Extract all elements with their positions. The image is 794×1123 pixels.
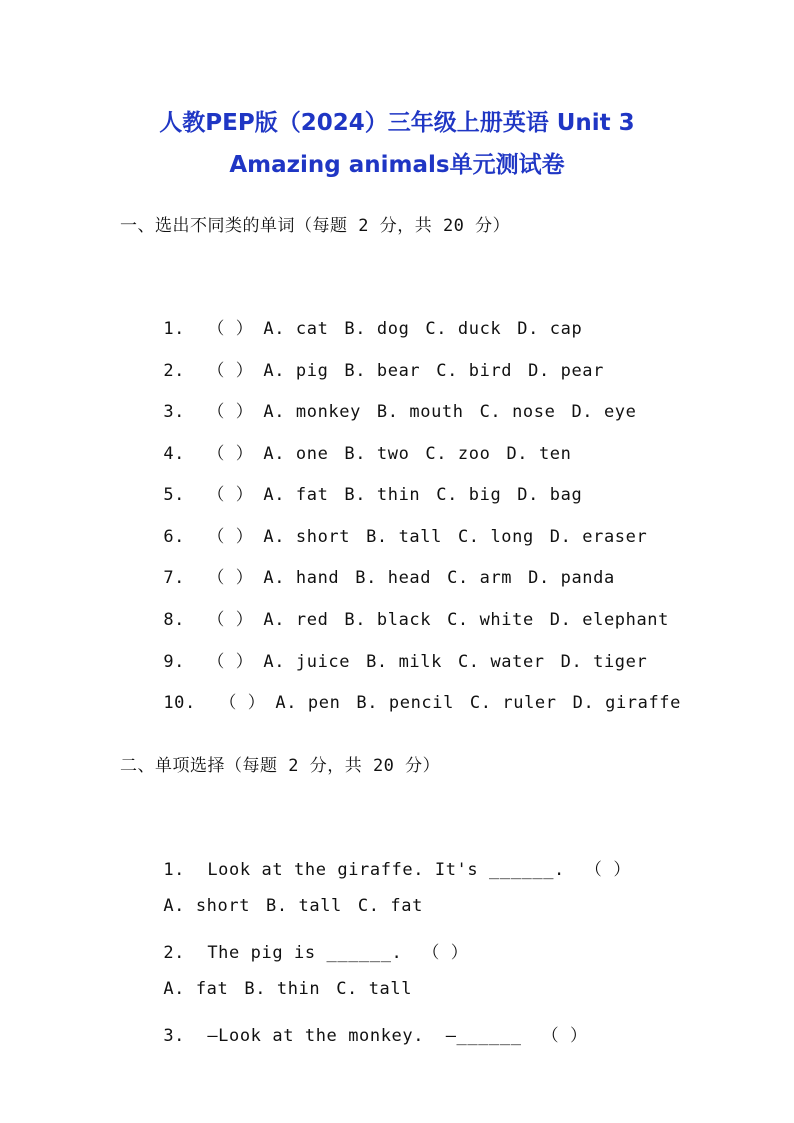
section2-heading: 二、单项选择（每题 2 分，共 20 分）	[120, 756, 441, 776]
s1-question-10	[120, 668, 681, 733]
question-number: 6.	[163, 527, 186, 547]
answer-bracket: （ ）	[584, 860, 631, 880]
option-b: B. milk	[366, 652, 442, 672]
option-a: A. red	[263, 610, 329, 630]
option-b: B. thin	[344, 485, 421, 505]
option-d: D. eraser	[549, 527, 648, 547]
option-d: D. ten	[506, 444, 572, 464]
s2-question-3	[120, 1001, 588, 1066]
option-c: C. tall	[336, 979, 413, 999]
question-number: 1.	[163, 319, 186, 339]
option-b: B. bear	[344, 361, 421, 381]
option-c: C. ruler	[469, 693, 557, 713]
answer-bracket: （ ）	[422, 943, 469, 963]
exam-title-line-2: Amazing animals单元测试卷	[229, 152, 565, 178]
option-d: D. panda	[528, 568, 615, 588]
option-a: A. short	[263, 527, 351, 547]
answer-bracket: （ ）	[541, 1026, 588, 1046]
option-c: C. long	[457, 527, 534, 547]
option-d: D. pear	[528, 361, 604, 381]
option-d: D. eye	[571, 402, 637, 422]
option-d: D. cap	[517, 319, 583, 339]
option-b: B. thin	[244, 979, 321, 999]
question-number: 10.	[163, 693, 196, 713]
option-b: B. head	[355, 568, 432, 588]
exam-title-line-1: 人教PEP版（2024）三年级上册英语 Unit 3	[159, 110, 635, 136]
option-c: C. big	[436, 485, 502, 505]
answer-bracket: （ ）	[219, 693, 266, 713]
question-number: 9.	[163, 652, 186, 672]
question-text: Look at the giraffe. It's ______.	[207, 860, 565, 880]
question-number: 2.	[163, 361, 186, 381]
answer-bracket: （ ）	[207, 361, 254, 381]
option-b: B. black	[344, 610, 432, 630]
option-d: D. bag	[517, 485, 583, 505]
option-a: A. juice	[263, 652, 351, 672]
answer-bracket: （ ）	[207, 610, 254, 630]
question-number: 8.	[163, 610, 186, 630]
option-b: B. two	[344, 444, 410, 464]
option-a: A. cat	[263, 319, 329, 339]
answer-bracket: （ ）	[207, 319, 254, 339]
answer-bracket: （ ）	[207, 402, 254, 422]
option-c: C. arm	[447, 568, 513, 588]
question-number: 4.	[163, 444, 186, 464]
answer-bracket: （ ）	[207, 485, 254, 505]
option-c: C. zoo	[425, 444, 491, 464]
section1-heading: 一、选出不同类的单词（每题 2 分，共 20 分）	[120, 216, 511, 236]
option-a: A. one	[263, 444, 329, 464]
option-c: C. nose	[479, 402, 556, 422]
option-d: D. giraffe	[572, 693, 681, 713]
question-number: 7.	[163, 568, 186, 588]
option-c: C. water	[457, 652, 545, 672]
question-number: 2.	[163, 943, 186, 963]
option-b: B. pencil	[356, 693, 454, 713]
option-c: C. bird	[436, 361, 513, 381]
option-c: C. fat	[357, 896, 423, 916]
option-a: A. pen	[275, 693, 341, 713]
option-a: A. fat	[163, 979, 229, 999]
option-a: A. pig	[263, 361, 329, 381]
question-number: 3.	[163, 1026, 186, 1046]
option-c: C. white	[447, 610, 534, 630]
option-d: D. elephant	[549, 610, 669, 630]
option-a: A. monkey	[263, 402, 361, 422]
option-b: B. tall	[266, 896, 342, 916]
option-b: B. dog	[344, 319, 410, 339]
answer-bracket: （ ）	[207, 527, 254, 547]
question-text: —Look at the monkey. —______	[207, 1026, 522, 1046]
option-b: B. mouth	[376, 402, 464, 422]
option-a: A. hand	[263, 568, 340, 588]
answer-bracket: （ ）	[207, 444, 254, 464]
answer-bracket: （ ）	[207, 568, 254, 588]
option-a: A. short	[163, 896, 251, 916]
question-number: 1.	[163, 860, 186, 880]
option-a: A. fat	[263, 485, 329, 505]
question-text: The pig is ______.	[207, 943, 403, 963]
question-number: 3.	[163, 402, 186, 422]
option-b: B. tall	[366, 527, 442, 547]
answer-bracket: （ ）	[207, 652, 254, 672]
question-number: 5.	[163, 485, 186, 505]
option-d: D. tiger	[560, 652, 648, 672]
option-c: C. duck	[425, 319, 502, 339]
